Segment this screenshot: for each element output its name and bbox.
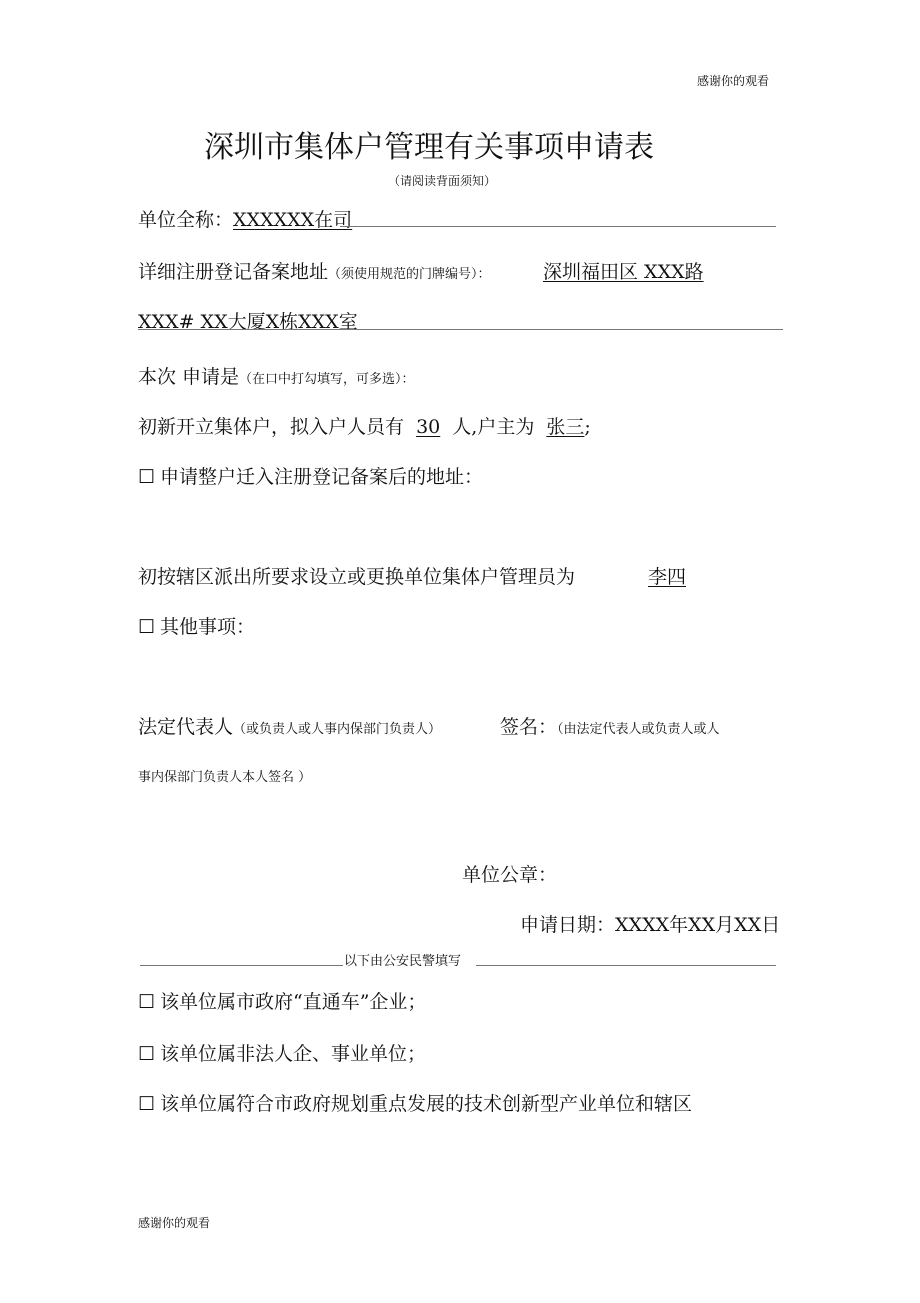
police-item-checkbox[interactable]: ☐ bbox=[138, 991, 156, 1013]
address-underline bbox=[138, 329, 783, 330]
unit-name-label: 单位全称： bbox=[138, 209, 234, 231]
request-note: （在口中打勾填写，可多选）： bbox=[239, 372, 415, 387]
request-row bbox=[138, 362, 415, 389]
member-count[interactable]: 30 bbox=[416, 416, 441, 438]
date-row bbox=[520, 910, 780, 937]
option-open-text: 初新开立集体户，拟入户人员有 bbox=[138, 416, 405, 438]
police-item-text: 该单位属符合市政府规划重点发展的技术创新型产业单位和辖区 bbox=[160, 1093, 693, 1115]
police-item-text: 该单位属市政府“直通车”企业； bbox=[160, 991, 427, 1013]
option-other-text: 其他事项： bbox=[160, 616, 256, 638]
legal-row bbox=[138, 712, 441, 739]
signature-row bbox=[500, 712, 720, 739]
signature-note-1: （由法定代表人或负责人或人 bbox=[557, 722, 720, 737]
option-admin-text: 初按辖区派出所要求设立或更换单位集体户管理员为 bbox=[138, 566, 576, 588]
signature-note-2: 事内保部门负责人本人签名 ） bbox=[138, 770, 312, 785]
option-other-row bbox=[138, 612, 255, 639]
request-label: 本次 申请是 bbox=[138, 366, 240, 388]
option-move-row bbox=[138, 462, 483, 489]
legal-label: 法定代表人 bbox=[138, 716, 234, 738]
unit-name-value[interactable]: XXXXXX在司 bbox=[233, 209, 353, 231]
option-open-mid: 人,户主为 bbox=[452, 416, 535, 438]
date-label: 申请日期： bbox=[520, 914, 616, 936]
address-row bbox=[138, 257, 491, 284]
option-move-text: 申请整户迁入注册登记备案后的地址： bbox=[160, 466, 484, 488]
admin-name[interactable]: 李四 bbox=[648, 566, 687, 588]
legal-note: （或负责人或人事内保部门负责人） bbox=[233, 722, 442, 737]
police-item-checkbox[interactable]: ☐ bbox=[138, 1093, 156, 1115]
page-title: 深圳市集体户管理有关事项申请表 bbox=[204, 130, 654, 165]
header-note: 感谢你的观看 bbox=[697, 74, 770, 88]
police-divider-text: 以下由公安民警填写 bbox=[344, 954, 462, 969]
option-admin-row bbox=[138, 562, 575, 589]
page-subtitle: （请阅读背面须知） bbox=[388, 174, 497, 188]
police-item bbox=[138, 987, 426, 1014]
address-value-line2[interactable]: XXX# XX大厦X栋XXX室 bbox=[138, 311, 358, 333]
unit-name-row bbox=[138, 205, 352, 232]
seal-label: 单位公章： bbox=[462, 864, 558, 886]
signature-label: 签名： bbox=[500, 716, 558, 738]
option-open-end: ; bbox=[584, 416, 591, 438]
police-item-text: 该单位属非法人企、事业单位； bbox=[160, 1043, 427, 1065]
police-item-checkbox[interactable]: ☐ bbox=[138, 1043, 156, 1065]
date-value[interactable]: XXXX年XX月XX日 bbox=[615, 914, 781, 936]
address-label: 详细注册登记备案地址 bbox=[138, 261, 329, 283]
unit-name-underline bbox=[340, 226, 776, 227]
address-value-line1[interactable]: 深圳福田区 XXX路 bbox=[543, 261, 704, 283]
option-open-row bbox=[138, 412, 591, 439]
police-divider-right bbox=[476, 965, 776, 966]
household-head-name[interactable]: 张三 bbox=[546, 416, 585, 438]
address-note: （须使用规范的门牌编号）： bbox=[328, 267, 491, 282]
police-item bbox=[138, 1089, 692, 1116]
police-divider-left bbox=[140, 965, 343, 966]
option-move-checkbox[interactable]: ☐ bbox=[138, 466, 156, 488]
police-item bbox=[138, 1039, 426, 1066]
option-other-checkbox[interactable]: ☐ bbox=[138, 616, 156, 638]
footer-note: 感谢你的观看 bbox=[138, 1216, 211, 1230]
